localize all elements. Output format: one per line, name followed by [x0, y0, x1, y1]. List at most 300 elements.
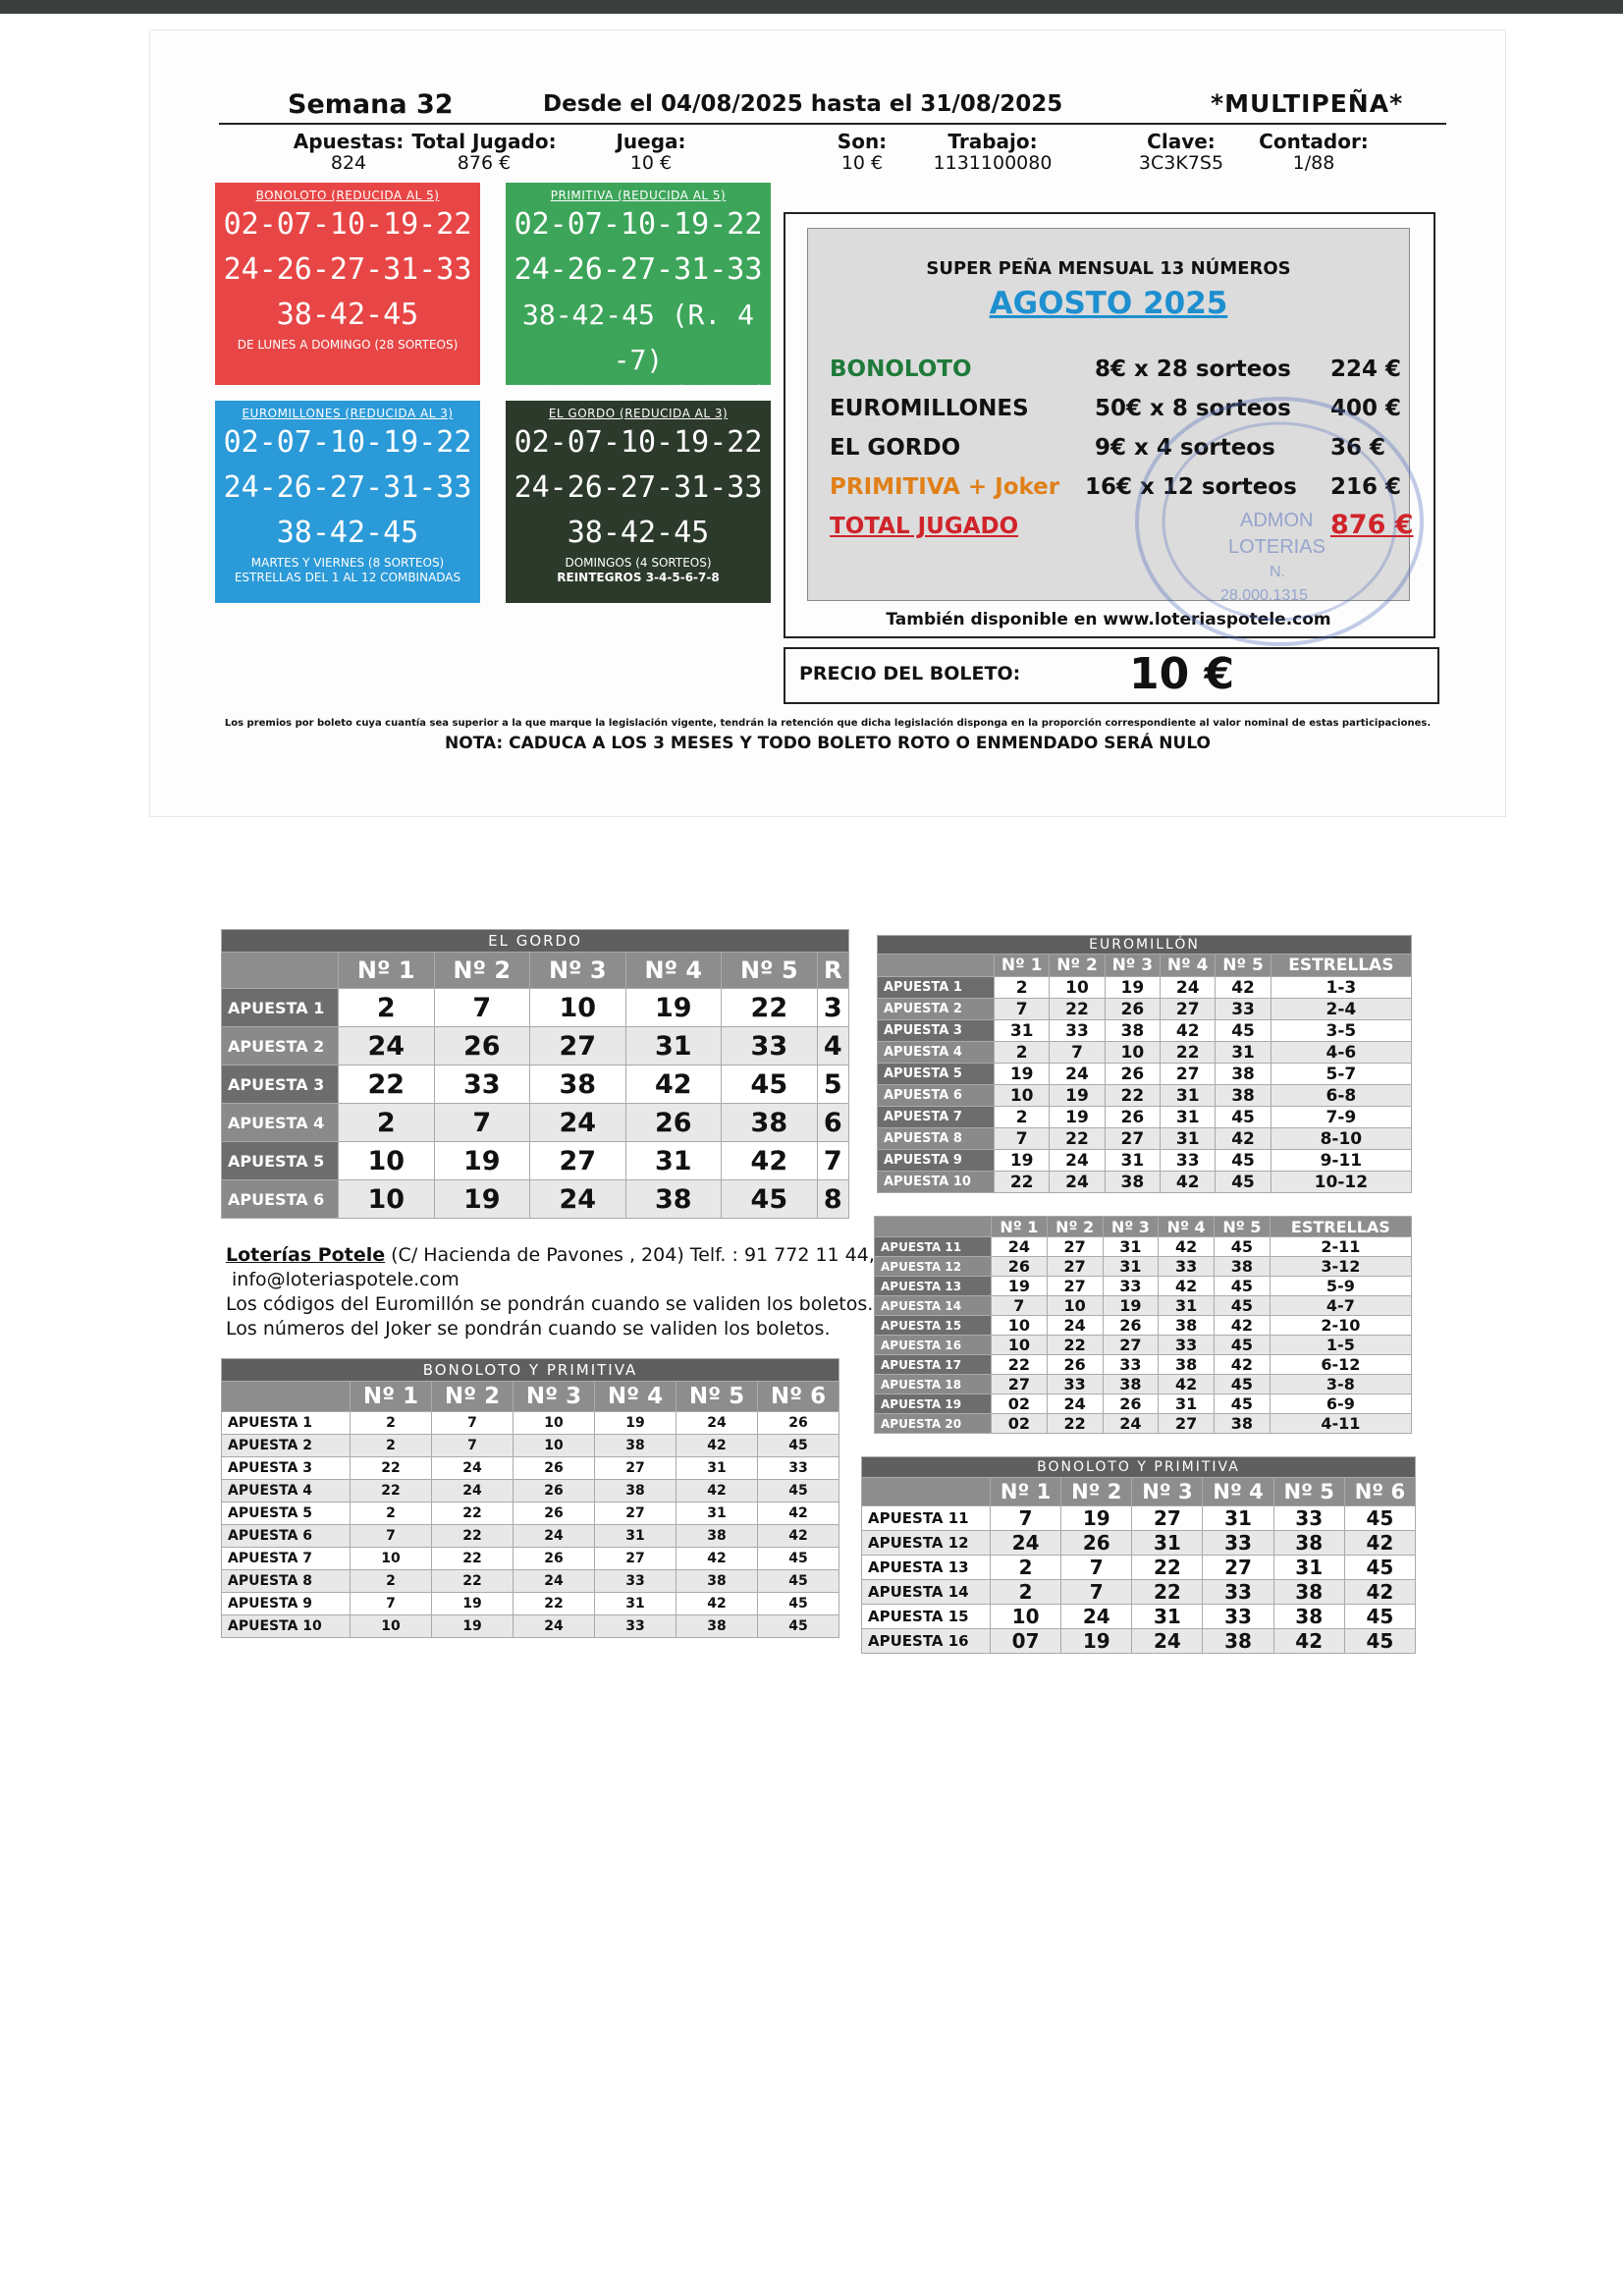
- table-row: [222, 1180, 849, 1219]
- cell-value: 33: [1216, 999, 1271, 1020]
- row-label: APUESTA 8: [222, 1570, 351, 1593]
- table-column-header: Nº 3: [1105, 955, 1160, 977]
- table-row: [222, 1615, 839, 1638]
- cell-value: 7: [995, 999, 1050, 1020]
- cell-value: 7: [995, 1128, 1050, 1150]
- game-box-numbers: 38-42-45: [276, 516, 419, 550]
- info-item: [391, 131, 577, 174]
- cell-value: 42: [1159, 1375, 1215, 1394]
- cell-value: 22: [1050, 1128, 1105, 1150]
- cell-value: 42: [1159, 1277, 1215, 1296]
- cell-value: 2-10: [1270, 1316, 1411, 1336]
- cell-value: 42: [676, 1548, 758, 1570]
- cell-value: 10: [991, 1605, 1061, 1629]
- cell-value: 45: [758, 1480, 839, 1503]
- game-box-footer: MARTES Y VIERNES (8 SORTEOS): [250, 556, 445, 570]
- cell-value: 8: [817, 1180, 848, 1219]
- cell-value: 38: [1216, 1085, 1271, 1107]
- cell-value: 19: [432, 1593, 514, 1615]
- cell-value: 10: [992, 1336, 1048, 1355]
- precio-value: 10 €: [1129, 649, 1235, 699]
- admin-stamp: [1122, 325, 1446, 649]
- panel-title: AGOSTO 2025: [989, 286, 1228, 321]
- cell-value: 38: [1159, 1316, 1215, 1336]
- cell-value: 27: [595, 1457, 676, 1480]
- cell-value: 2: [995, 977, 1050, 999]
- row-label: APUESTA 20: [875, 1414, 992, 1434]
- cell-value: 19: [1061, 1506, 1132, 1531]
- cell-value: 24: [1050, 1150, 1105, 1172]
- cell-value: 31: [1161, 1107, 1216, 1128]
- cell-value: 7: [991, 1506, 1061, 1531]
- cell-value: 2-11: [1270, 1237, 1411, 1257]
- row-label: APUESTA 8: [878, 1128, 995, 1150]
- contact-address: (C/ Hacienda de Pavones , 204) Telf. : 91 772 11 44,: [385, 1244, 875, 1266]
- cell-value: 27: [1132, 1506, 1203, 1531]
- cell-value: 42: [676, 1480, 758, 1503]
- cell-value: 31: [1105, 1150, 1160, 1172]
- cell-value: 10: [1105, 1042, 1160, 1064]
- cell-value: 19: [1103, 1296, 1159, 1316]
- row-label: APUESTA 2: [222, 1435, 351, 1457]
- table-corner: [862, 1478, 991, 1506]
- cell-value: 2: [991, 1556, 1061, 1580]
- row-label: APUESTA 16: [862, 1629, 991, 1654]
- cell-value: 2: [991, 1580, 1061, 1605]
- info-label: Son:: [837, 130, 888, 153]
- game-box-numbers: 38-42-45: [567, 516, 710, 550]
- cell-value: 2: [995, 1107, 1050, 1128]
- game-box-numbers: 02-07-10-19-22: [514, 425, 763, 460]
- cell-value: 38: [1215, 1414, 1271, 1434]
- cell-value: 38: [676, 1570, 758, 1593]
- table-row: [222, 1435, 839, 1457]
- table-header-row: [222, 953, 849, 989]
- cell-value: 42: [1344, 1531, 1415, 1556]
- cell-value: 33: [1050, 1020, 1105, 1042]
- cell-value: 45: [1216, 1020, 1271, 1042]
- table-column-header: Nº 5: [676, 1382, 758, 1412]
- cell-value: 3-5: [1271, 1020, 1411, 1042]
- cell-value: 10: [351, 1615, 432, 1638]
- panel-web: También disponible en www.loteriaspotele.com: [886, 610, 1331, 629]
- info-label: Clave:: [1147, 130, 1216, 153]
- row-label: APUESTA 1: [878, 977, 995, 999]
- table-column-header: Nº 1: [995, 955, 1050, 977]
- gordo-table: [221, 929, 849, 1219]
- cell-value: 24: [1047, 1316, 1103, 1336]
- cell-value: 3: [817, 989, 848, 1027]
- game-box-footer: LUNES, JUEVES Y SABADOS (12 SORTEOS): [514, 383, 763, 397]
- cell-value: 45: [1215, 1336, 1271, 1355]
- row-label: APUESTA 3: [222, 1457, 351, 1480]
- contact-line-1: [226, 1243, 875, 1268]
- cell-value: 31: [1159, 1394, 1215, 1414]
- cell-value: 45: [758, 1435, 839, 1457]
- game-box-numbers: 02-07-10-19-22: [223, 207, 472, 242]
- table-column-header: Nº 1: [992, 1217, 1048, 1237]
- cell-value: 02: [992, 1394, 1048, 1414]
- cell-value: 3-8: [1270, 1375, 1411, 1394]
- cell-value: 24: [514, 1525, 595, 1548]
- game-box: [506, 401, 771, 603]
- table-title-row: [222, 1359, 839, 1382]
- cell-value: 31: [676, 1457, 758, 1480]
- cell-value: 19: [1105, 977, 1160, 999]
- table-column-header: Nº 2: [1047, 1217, 1103, 1237]
- cell-value: 26: [1105, 999, 1160, 1020]
- table-row: [875, 1277, 1412, 1296]
- info-value: 1131100080: [933, 152, 1053, 174]
- game-box-numbers: 24-26-27-31-33: [514, 470, 763, 505]
- table-column-header: Nº 4: [1159, 1217, 1215, 1237]
- cell-value: 24: [1047, 1394, 1103, 1414]
- cell-value: 22: [1047, 1414, 1103, 1434]
- summary-detail: 9€ x 4 sorteos: [1095, 435, 1275, 461]
- cell-value: 22: [1132, 1556, 1203, 1580]
- cell-value: 31: [1132, 1531, 1203, 1556]
- cell-value: 31: [676, 1503, 758, 1525]
- cell-value: 2: [995, 1042, 1050, 1064]
- cell-value: 42: [1216, 1128, 1271, 1150]
- table-row: [862, 1605, 1416, 1629]
- cell-value: 22: [514, 1593, 595, 1615]
- table-header-row: [222, 1382, 839, 1412]
- cell-value: 31: [1161, 1128, 1216, 1150]
- table-row: [222, 1066, 849, 1104]
- cell-value: 24: [432, 1480, 514, 1503]
- panel-subtitle: SUPER PEÑA MENSUAL 13 NÚMEROS: [926, 258, 1291, 279]
- table-row: [878, 1150, 1412, 1172]
- cell-value: 7: [992, 1296, 1048, 1316]
- euromillon-table-2: [874, 1216, 1412, 1434]
- table-column-header: Nº 2: [432, 1382, 514, 1412]
- cell-value: 45: [758, 1615, 839, 1638]
- cell-value: 31: [1159, 1296, 1215, 1316]
- summary-total: 224 €: [1330, 356, 1402, 382]
- cell-value: 38: [595, 1480, 676, 1503]
- cell-value: 26: [514, 1503, 595, 1525]
- cell-value: 1-5: [1270, 1336, 1411, 1355]
- cell-value: 42: [722, 1142, 818, 1180]
- info-label: Contador:: [1259, 130, 1369, 153]
- game-box-numbers: 24-26-27-31-33: [514, 252, 763, 287]
- table-row: [878, 999, 1412, 1020]
- cell-value: 10: [1047, 1296, 1103, 1316]
- bonoloto-table-2: [861, 1456, 1416, 1654]
- cell-value: 19: [595, 1412, 676, 1435]
- cell-value: 6-9: [1270, 1394, 1411, 1414]
- row-label: APUESTA 9: [222, 1593, 351, 1615]
- cell-value: 19: [625, 989, 722, 1027]
- cell-value: 2: [339, 989, 435, 1027]
- game-box-caption: BONOLOTO (REDUCIDA AL 5): [255, 189, 440, 202]
- cell-value: 22: [1105, 1085, 1160, 1107]
- table-row: [875, 1336, 1412, 1355]
- cell-value: 24: [530, 1180, 626, 1219]
- cell-value: 10: [514, 1435, 595, 1457]
- row-label: APUESTA 6: [878, 1085, 995, 1107]
- cell-value: 27: [595, 1548, 676, 1570]
- row-label: APUESTA 11: [875, 1237, 992, 1257]
- cell-value: 24: [530, 1104, 626, 1142]
- cell-value: 2: [351, 1412, 432, 1435]
- table-row: [875, 1296, 1412, 1316]
- cell-value: 22: [1050, 999, 1105, 1020]
- table-column-header: Nº 1: [351, 1382, 432, 1412]
- summary-row: [830, 396, 1402, 421]
- cell-value: 45: [1344, 1629, 1415, 1654]
- info-label: Trabajo:: [947, 130, 1038, 153]
- cell-value: 45: [1215, 1237, 1271, 1257]
- info-item: [894, 131, 1091, 174]
- table-row: [878, 977, 1412, 999]
- row-label: APUESTA 18: [875, 1375, 992, 1394]
- table-row: [222, 1480, 839, 1503]
- table-row: [222, 1412, 839, 1435]
- row-label: APUESTA 6: [222, 1180, 339, 1219]
- row-label: APUESTA 3: [222, 1066, 339, 1104]
- cell-value: 45: [758, 1548, 839, 1570]
- contact-line-3: Los códigos del Euromillón se pondrán cuando se validen los boletos.: [226, 1293, 874, 1315]
- cell-value: 19: [432, 1615, 514, 1638]
- cell-value: 27: [530, 1027, 626, 1066]
- cell-value: 6-8: [1271, 1085, 1411, 1107]
- table-column-header: Nº 3: [1132, 1478, 1203, 1506]
- cell-value: 38: [1103, 1375, 1159, 1394]
- summary-detail: 16€ x 12 sorteos: [1085, 474, 1297, 500]
- cell-value: 26: [1103, 1394, 1159, 1414]
- cell-value: 26: [758, 1412, 839, 1435]
- cell-value: 22: [339, 1066, 435, 1104]
- date-range: Desde el 04/08/2025 hasta el 31/08/2025: [543, 91, 1063, 117]
- row-label: APUESTA 2: [222, 1027, 339, 1066]
- game-box: [215, 401, 480, 603]
- cell-value: 33: [434, 1066, 530, 1104]
- cell-value: 5: [817, 1066, 848, 1104]
- cell-value: 27: [1047, 1237, 1103, 1257]
- cell-value: 07: [991, 1629, 1061, 1654]
- cell-value: 27: [530, 1142, 626, 1180]
- game-box-numbers: 38-42-45: [276, 298, 419, 332]
- cell-value: 7: [351, 1593, 432, 1615]
- cell-value: 31: [1103, 1257, 1159, 1277]
- table-column-header: Nº 2: [1050, 955, 1105, 977]
- cell-value: 24: [1050, 1064, 1105, 1085]
- table-row: [875, 1237, 1412, 1257]
- cell-value: 31: [1132, 1605, 1203, 1629]
- cell-value: 31: [995, 1020, 1050, 1042]
- summary-total: 36 €: [1330, 435, 1386, 461]
- bonoloto-table-1: [221, 1358, 839, 1638]
- cell-value: 7: [434, 989, 530, 1027]
- cell-value: 22: [995, 1172, 1050, 1193]
- cell-value: 19: [434, 1142, 530, 1180]
- cell-value: 10: [351, 1548, 432, 1570]
- cell-value: 26: [1105, 1107, 1160, 1128]
- cell-value: 3-12: [1270, 1257, 1411, 1277]
- table-row: [875, 1257, 1412, 1277]
- stamp-line-4: 28.000.1315: [1220, 587, 1308, 604]
- cell-value: 1-3: [1271, 977, 1411, 999]
- table-title: BONOLOTO Y PRIMITIVA: [862, 1457, 1416, 1478]
- semana-label: Semana 32: [288, 89, 454, 120]
- total-jugado-label: TOTAL JUGADO: [830, 514, 1019, 539]
- cell-value: 38: [722, 1104, 818, 1142]
- cell-value: 27: [1159, 1414, 1215, 1434]
- table-row: [222, 1104, 849, 1142]
- cell-value: 33: [1203, 1580, 1273, 1605]
- cell-value: 31: [1161, 1085, 1216, 1107]
- info-value: 876 €: [457, 152, 512, 174]
- cell-value: 31: [625, 1027, 722, 1066]
- game-box-footer: REINTEGROS 3-4-5-6-7-8: [557, 571, 720, 584]
- cell-value: 38: [1215, 1257, 1271, 1277]
- precio-box: [784, 647, 1439, 704]
- row-label: APUESTA 15: [875, 1316, 992, 1336]
- cell-value: 2: [351, 1503, 432, 1525]
- cell-value: 27: [595, 1503, 676, 1525]
- table-row: [862, 1506, 1416, 1531]
- cell-value: 45: [1215, 1277, 1271, 1296]
- cell-value: 10: [530, 989, 626, 1027]
- summary-row: [830, 435, 1386, 461]
- table-row: [875, 1375, 1412, 1394]
- cell-value: 45: [722, 1066, 818, 1104]
- cell-value: 31: [1203, 1506, 1273, 1531]
- cell-value: 42: [1216, 977, 1271, 999]
- cell-value: 27: [1105, 1128, 1160, 1150]
- cell-value: 24: [514, 1615, 595, 1638]
- row-label: APUESTA 9: [878, 1150, 995, 1172]
- game-box-caption: EUROMILLONES (REDUCIDA AL 3): [242, 407, 454, 420]
- table-row: [222, 1457, 839, 1480]
- cell-value: 19: [1050, 1085, 1105, 1107]
- info-value: 3C3K7S5: [1138, 152, 1224, 174]
- table-column-header: Nº 5: [1216, 955, 1271, 977]
- table-row: [878, 1128, 1412, 1150]
- table-row: [862, 1531, 1416, 1556]
- legal-text: Los premios por boleto cuya cuantía sea superior a la que marque la legislación vigente, tendrán la retención que dicha legislación disponga en la proporción correspondiente al valor nominal de estas participaciones.: [224, 718, 1432, 729]
- cell-value: 9-11: [1271, 1150, 1411, 1172]
- table-row: [222, 1142, 849, 1180]
- cell-value: 22: [432, 1525, 514, 1548]
- cell-value: 45: [758, 1593, 839, 1615]
- cell-value: 27: [992, 1375, 1048, 1394]
- row-label: APUESTA 13: [875, 1277, 992, 1296]
- table-row: [878, 1064, 1412, 1085]
- cell-value: 7: [817, 1142, 848, 1180]
- table-row: [878, 1107, 1412, 1128]
- cell-value: 24: [676, 1412, 758, 1435]
- info-value: 10 €: [629, 152, 673, 174]
- summary-game: EUROMILLONES: [830, 396, 1029, 421]
- table-column-header: Nº 4: [1203, 1478, 1273, 1506]
- summary-game: EL GORDO: [830, 435, 961, 461]
- row-label: APUESTA 16: [875, 1336, 992, 1355]
- table-column-header: Nº 4: [595, 1382, 676, 1412]
- table-corner: [222, 953, 339, 989]
- summary-row: [830, 356, 1402, 382]
- row-label: APUESTA 15: [862, 1605, 991, 1629]
- cell-value: 4-11: [1270, 1414, 1411, 1434]
- cell-value: 45: [1344, 1605, 1415, 1629]
- cell-value: 24: [514, 1570, 595, 1593]
- row-label: APUESTA 5: [222, 1503, 351, 1525]
- table-corner: [222, 1382, 351, 1412]
- cell-value: 7-9: [1271, 1107, 1411, 1128]
- cell-value: 38: [1273, 1531, 1344, 1556]
- row-label: APUESTA 2: [878, 999, 995, 1020]
- table-corner: [878, 955, 995, 977]
- cell-value: 38: [676, 1615, 758, 1638]
- row-label: APUESTA 14: [875, 1296, 992, 1316]
- info-label: Total Jugado:: [411, 130, 557, 153]
- row-label: APUESTA 1: [222, 1412, 351, 1435]
- cell-value: 38: [1105, 1172, 1160, 1193]
- row-label: APUESTA 17: [875, 1355, 992, 1375]
- game-box-numbers: 02-07-10-19-22: [514, 207, 763, 242]
- cell-value: 33: [1273, 1506, 1344, 1531]
- cell-value: 19: [995, 1150, 1050, 1172]
- cell-value: 26: [992, 1257, 1048, 1277]
- table-row: [222, 1027, 849, 1066]
- cell-value: 42: [1273, 1629, 1344, 1654]
- cell-value: 38: [1273, 1605, 1344, 1629]
- table-title: BONOLOTO Y PRIMITIVA: [222, 1359, 839, 1382]
- table-title-row: [862, 1457, 1416, 1478]
- cell-value: 7: [434, 1104, 530, 1142]
- cell-value: 27: [1203, 1556, 1273, 1580]
- table-column-header: Nº 2: [1061, 1478, 1132, 1506]
- row-label: APUESTA 11: [862, 1506, 991, 1531]
- info-item: [577, 131, 725, 174]
- info-label: Juega:: [616, 130, 686, 153]
- table-row: [878, 1042, 1412, 1064]
- nota-text: NOTA: CADUCA A LOS 3 MESES Y TODO BOLETO ROTO O ENMENDADO SERÁ NULO: [445, 734, 1211, 753]
- cell-value: 33: [722, 1027, 818, 1066]
- cell-value: 22: [992, 1355, 1048, 1375]
- cell-value: 6-12: [1270, 1355, 1411, 1375]
- row-label: APUESTA 3: [878, 1020, 995, 1042]
- cell-value: 33: [1159, 1336, 1215, 1355]
- cell-value: 24: [1103, 1414, 1159, 1434]
- row-label: APUESTA 10: [878, 1172, 995, 1193]
- cell-value: 24: [992, 1237, 1048, 1257]
- info-value: 10 €: [840, 152, 884, 174]
- cell-value: 27: [1103, 1336, 1159, 1355]
- cell-value: 10-12: [1271, 1172, 1411, 1193]
- info-label: Apuestas:: [293, 130, 405, 153]
- cell-value: 10: [1050, 977, 1105, 999]
- cell-value: 6: [817, 1104, 848, 1142]
- cell-value: 4-7: [1270, 1296, 1411, 1316]
- cell-value: 42: [1161, 1020, 1216, 1042]
- stamp-line-1: ADMON: [1240, 510, 1314, 531]
- table-row: [222, 1593, 839, 1615]
- cell-value: 22: [1132, 1580, 1203, 1605]
- cell-value: 24: [991, 1531, 1061, 1556]
- total-jugado-value: 876 €: [1330, 510, 1414, 540]
- summary-game: PRIMITIVA + Joker: [830, 474, 1060, 500]
- cell-value: 33: [595, 1570, 676, 1593]
- game-box-numbers: 24-26-27-31-33: [223, 470, 472, 505]
- cell-value: 26: [1105, 1064, 1160, 1085]
- cell-value: 31: [1103, 1237, 1159, 1257]
- cell-value: 33: [758, 1457, 839, 1480]
- cell-value: 42: [1159, 1237, 1215, 1257]
- cell-value: 31: [595, 1525, 676, 1548]
